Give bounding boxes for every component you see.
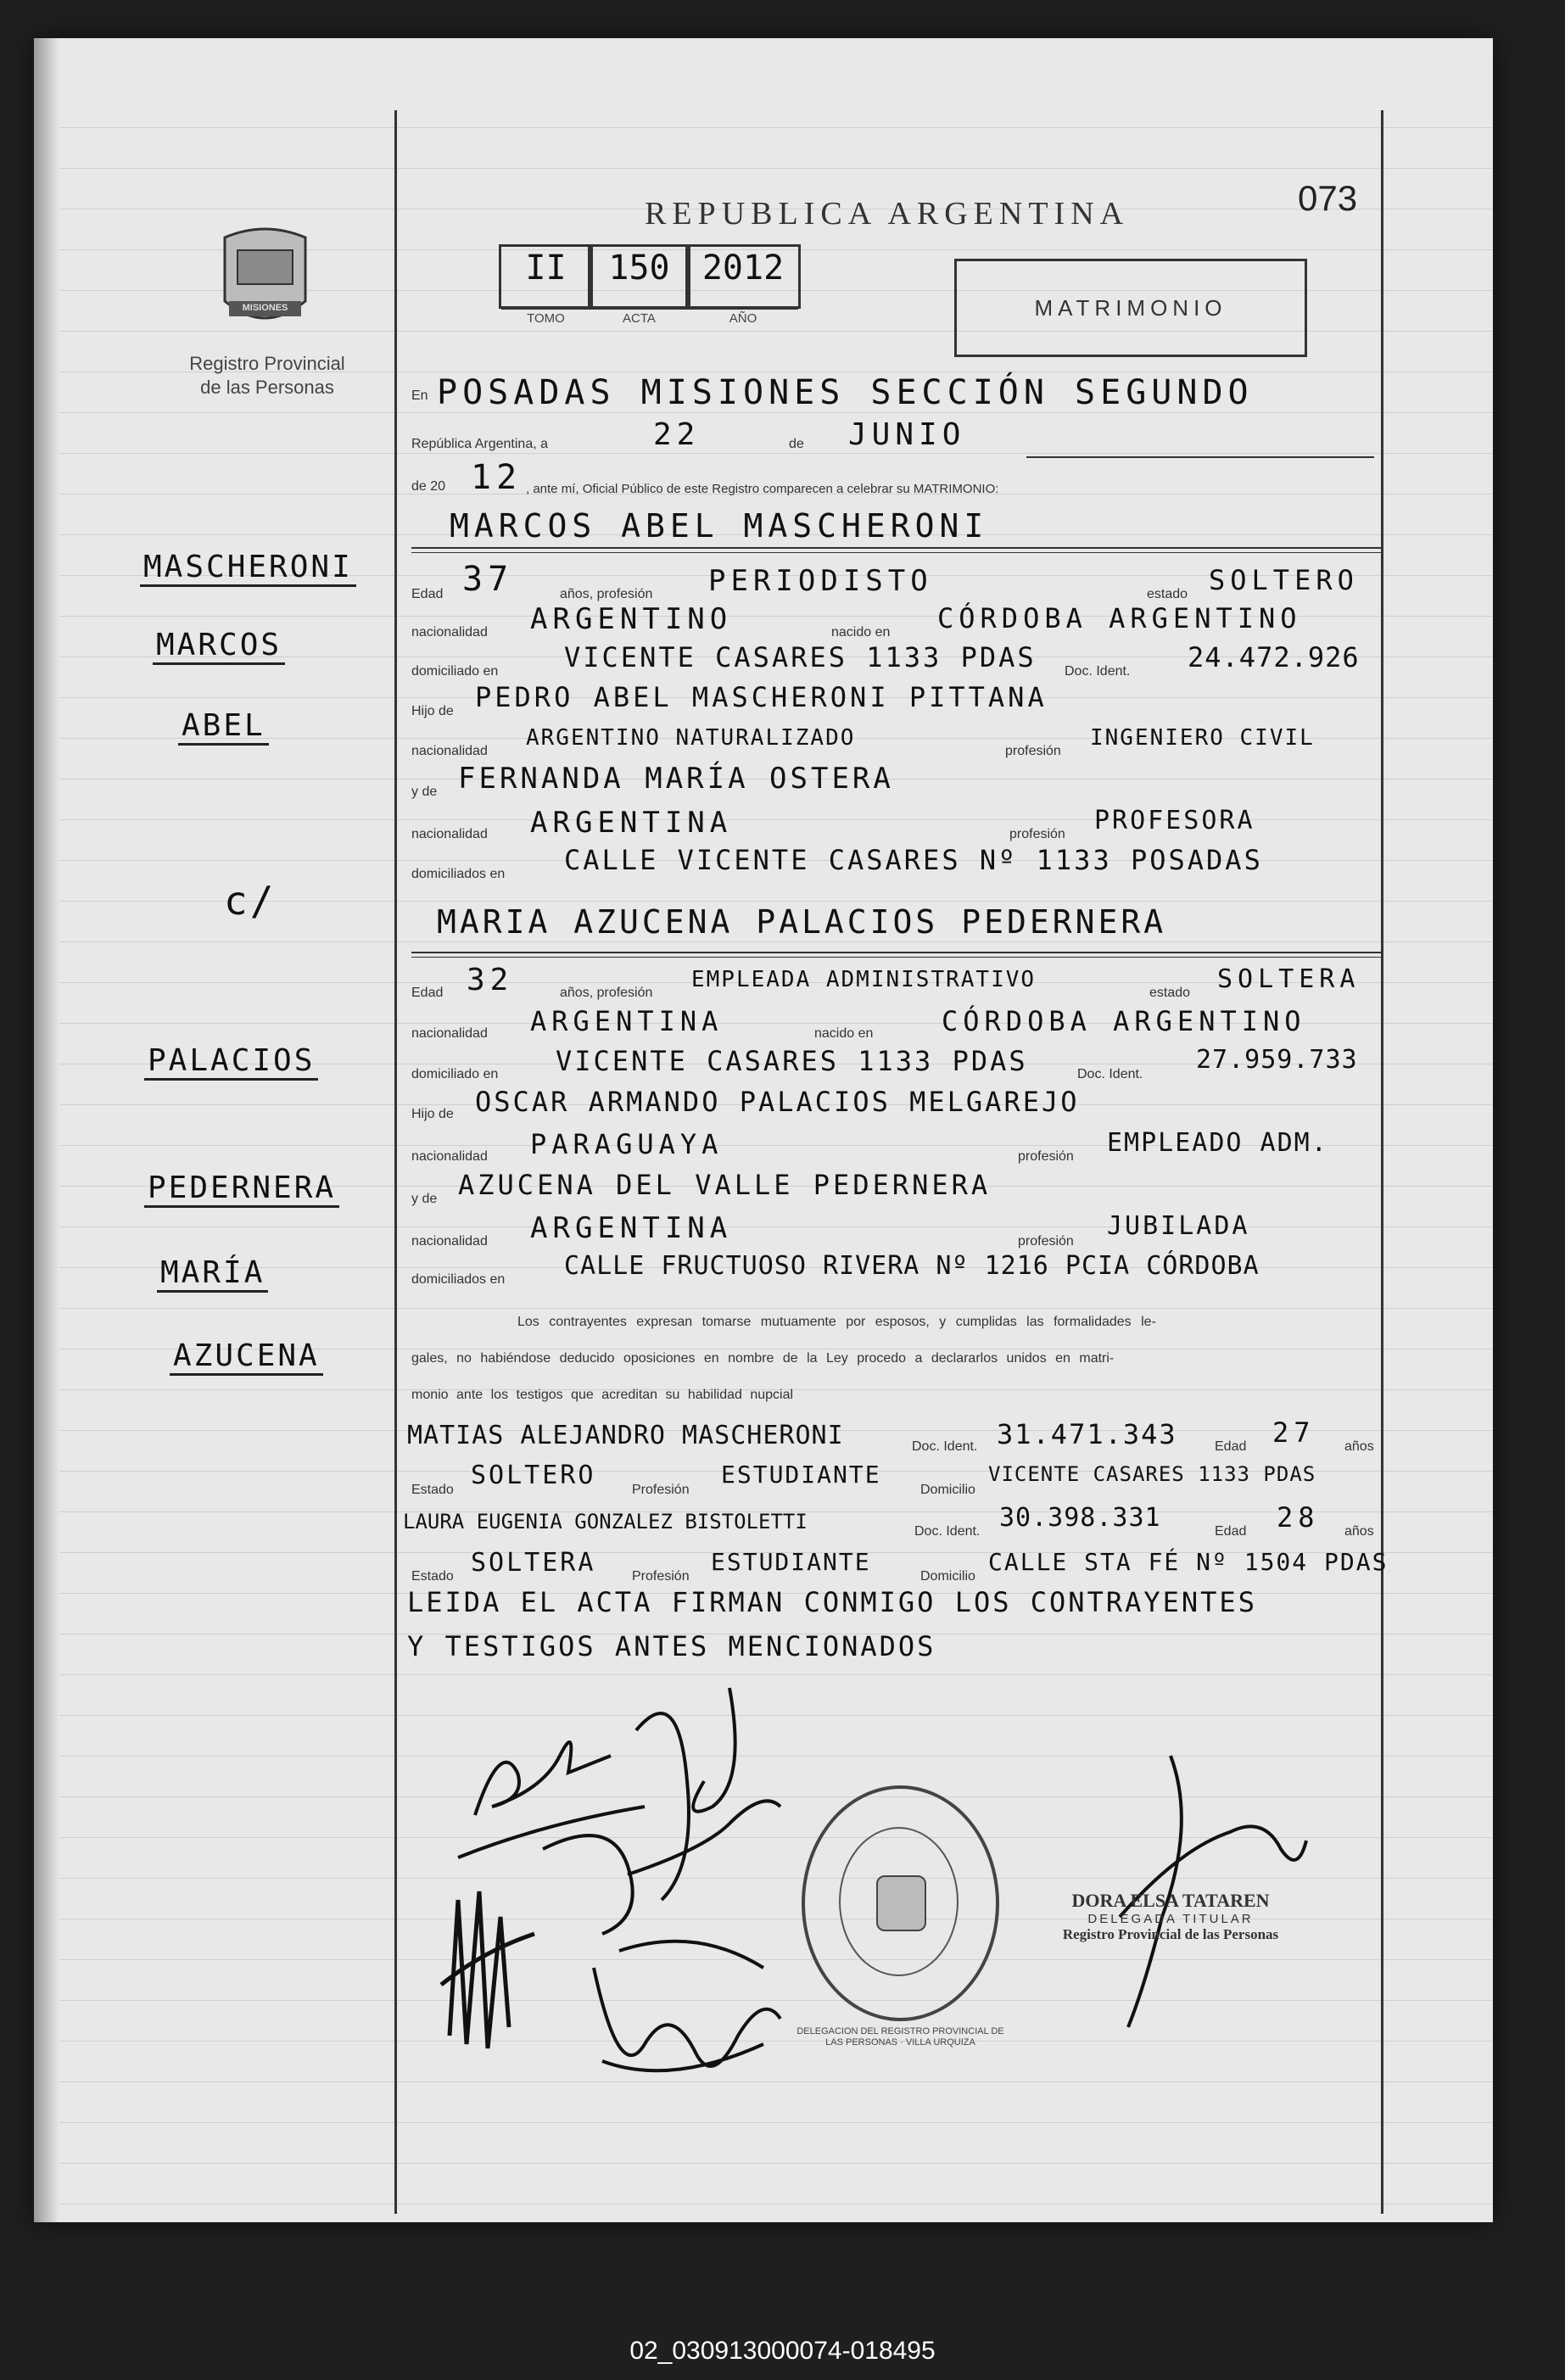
- witness2-anios-label: años: [1344, 1524, 1374, 1539]
- groom-madre-prof-label: profesión: [1009, 827, 1065, 841]
- seal-inner-ring: [839, 1827, 959, 1976]
- registry-label: [165, 352, 369, 399]
- bride-domiciliado-label: domiciliado en: [411, 1067, 499, 1081]
- anio-box: [685, 244, 801, 326]
- registry-logo: [216, 221, 314, 335]
- de-label: de: [789, 437, 804, 451]
- anio-label: AÑO: [688, 308, 798, 328]
- bride-padre-prof: EMPLEADO ADM.: [1107, 1128, 1328, 1158]
- witness1-profesion-label: Profesión: [632, 1483, 690, 1497]
- groom-madre-nac: ARGENTINA: [530, 806, 733, 840]
- groom-madre-nac-label: nacionalidad: [411, 827, 488, 841]
- bride-madre-nac: ARGENTINA: [530, 1211, 733, 1245]
- bride-padre-nac: PARAGUAYA: [530, 1128, 724, 1160]
- acta-box: [588, 244, 690, 326]
- ruled-line: [59, 1674, 1493, 1675]
- ruled-line: [59, 2163, 1493, 2164]
- closing-line2: Y TESTIGOS ANTES MENCIONADOS: [407, 1630, 936, 1662]
- bride-profesion: EMPLEADA ADMINISTRATIVO: [691, 967, 1037, 992]
- footer-id: 02_030913000074-018495: [629, 2337, 936, 2365]
- witness1-estado: SOLTERO: [471, 1461, 596, 1490]
- witness1-name: MATIAS ALEJANDRO MASCHERONI: [407, 1421, 844, 1450]
- groom-padre-nac-label: nacionalidad: [411, 744, 488, 758]
- ruled-line: [59, 2122, 1493, 2123]
- official-name: DORA ELSA TATAREN: [1071, 1890, 1270, 1911]
- bride-nacionalidad: ARGENTINA: [530, 1005, 724, 1037]
- witness2-domicilio-label: Domicilio: [920, 1569, 975, 1584]
- groom-profesion-label: años, profesión: [560, 587, 653, 601]
- witness1-doc-label: Doc. Ident.: [912, 1439, 978, 1454]
- groom-domicilio: VICENTE CASARES 1133 PDAS: [564, 641, 1037, 673]
- witness2-estado: SOLTERA: [471, 1548, 596, 1578]
- ruled-line: [59, 819, 1493, 820]
- bride-domiciliados-label: domiciliados en: [411, 1272, 506, 1287]
- witness2-domicilio: CALLE STA FÉ Nº 1504 PDAS: [988, 1548, 1389, 1576]
- bride-edad: 32: [467, 963, 514, 997]
- signature-witness2: [568, 1917, 789, 2095]
- groom-nacido: CÓRDOBA ARGENTINO: [937, 602, 1302, 634]
- witness1-doc: 31.471.343: [997, 1418, 1177, 1450]
- legal-text-line1: Los contrayentes expresan tomarse mutuamente por esposos, y cumplidas las formalidades le-: [517, 1315, 1156, 1329]
- groom-doc: 24.472.926: [1188, 641, 1360, 673]
- witness1-domicilio-label: Domicilio: [920, 1483, 975, 1497]
- groom-edad: 37: [462, 560, 514, 599]
- en-label: En: [411, 388, 428, 403]
- bride-name-rule-2: [411, 957, 1383, 958]
- bride-padre-prof-label: profesión: [1018, 1149, 1074, 1164]
- witness2-profesion-label: Profesión: [632, 1569, 690, 1584]
- bride-madre: AZUCENA DEL VALLE PEDERNERA: [458, 1169, 992, 1201]
- bride-doc-label: Doc. Ident.: [1077, 1067, 1143, 1081]
- groom-yde-label: y de: [411, 785, 438, 799]
- witness2-edad: 28: [1277, 1501, 1320, 1534]
- margin-surname2-bride: PEDERNERA: [144, 1170, 339, 1208]
- ruled-line: [59, 412, 1493, 413]
- groom-nacionalidad: ARGENTINO: [530, 602, 733, 636]
- margin-divider-line: [394, 110, 397, 2214]
- page-gutter: [34, 38, 59, 2222]
- bride-madre-nac-label: nacionalidad: [411, 1234, 488, 1249]
- bride-estado: SOLTERA: [1217, 964, 1361, 994]
- seal-text: DELEGACION DEL REGISTRO PROVINCIAL DE LAS PERSONAS · VILLA URQUIZA: [796, 2026, 1004, 2048]
- groom-padre-prof-label: profesión: [1005, 744, 1061, 758]
- date-underline: [1026, 456, 1374, 458]
- groom-madre: FERNANDA MARÍA OSTERA: [458, 762, 894, 796]
- preamble-sentence: , ante mí, Oficial Público de este Registro comparecen a celebrar su MATRIMONIO:: [526, 482, 999, 496]
- country-title: REPUBLICA ARGENTINA: [645, 196, 1130, 232]
- seal-emblem-icon: [876, 1875, 926, 1931]
- place-value: POSADAS MISIONES SECCIÓN SEGUNDO: [437, 373, 1254, 412]
- bride-domicilio-padres: CALLE FRUCTUOSO RIVERA Nº 1216 PCIA CÓRDOBA: [564, 1251, 1260, 1281]
- groom-full-name: MARCOS ABEL MASCHERONI: [450, 507, 989, 545]
- groom-edad-label: Edad: [411, 587, 444, 601]
- bride-estado-label: estado: [1149, 986, 1191, 1000]
- registry-label-line2: de las Personas: [200, 377, 334, 398]
- witness1-estado-label: Estado: [411, 1483, 454, 1497]
- groom-name-rule-2: [411, 552, 1383, 553]
- margin-connector: c/: [224, 878, 277, 924]
- groom-nacido-label: nacido en: [831, 625, 891, 640]
- bride-madre-prof: JUBILADA: [1107, 1211, 1250, 1241]
- groom-estado: SOLTERO: [1209, 564, 1359, 596]
- margin-firstname-bride: MARÍA: [157, 1255, 268, 1293]
- witness1-edad: 27: [1272, 1416, 1316, 1449]
- margin-firstname-groom: MARCOS: [153, 628, 285, 665]
- bride-doc: 27.959.733: [1196, 1045, 1358, 1075]
- closing-line1: LEIDA EL ACTA FIRMAN CONMIGO LOS CONTRAYENTES: [407, 1586, 1257, 1618]
- official-role: DELEGADA TITULAR: [1087, 1912, 1254, 1926]
- year-prefix: de 20: [411, 479, 446, 494]
- witness1-profesion: ESTUDIANTE: [721, 1461, 881, 1489]
- month-value: JUNIO: [848, 417, 966, 452]
- groom-padre: PEDRO ABEL MASCHERONI PITTANA: [475, 681, 1048, 713]
- ruled-line: [59, 453, 1493, 454]
- anio-value: 2012: [701, 249, 785, 288]
- bride-edad-label: Edad: [411, 986, 444, 1000]
- legal-text-line3: monio ante los testigos que acreditan su habilidad nupcial: [411, 1388, 794, 1402]
- groom-doc-label: Doc. Ident.: [1065, 664, 1131, 679]
- registry-label-line1: Registro Provincial: [189, 353, 345, 374]
- bride-nacido-label: nacido en: [814, 1026, 874, 1041]
- witness1-domicilio: VICENTE CASARES 1133 PDAS: [988, 1462, 1316, 1486]
- groom-estado-label: estado: [1147, 587, 1188, 601]
- witness1-edad-label: Edad: [1215, 1439, 1247, 1454]
- bride-madre-prof-label: profesión: [1018, 1234, 1074, 1249]
- ruled-line: [59, 941, 1493, 942]
- official-org: Registro Provincial de las Personas: [1062, 1926, 1279, 1942]
- year-suffix: 12: [471, 458, 523, 497]
- witness2-name: LAURA EUGENIA GONZALEZ BISTOLETTI: [403, 1510, 808, 1534]
- groom-profesion: PERIODISTO: [708, 564, 933, 598]
- bride-hijo-label: Hijo de: [411, 1107, 454, 1121]
- official-stamp: [1043, 1890, 1298, 1943]
- tomo-box: [499, 244, 593, 326]
- witness2-doc-label: Doc. Ident.: [914, 1524, 981, 1539]
- acta-label: ACTA: [590, 308, 688, 328]
- witness1-anios-label: años: [1344, 1439, 1374, 1454]
- margin-surname-bride: PALACIOS: [144, 1043, 318, 1081]
- margin-surname-groom: MASCHERONI: [140, 550, 356, 587]
- record-type-box: MATRIMONIO: [954, 259, 1307, 357]
- groom-padre-prof: INGENIERO CIVIL: [1090, 725, 1315, 751]
- witness2-estado-label: Estado: [411, 1569, 454, 1584]
- margin-middlename-bride: AZUCENA: [170, 1338, 323, 1376]
- day-value: 22: [653, 417, 701, 452]
- groom-nac-label: nacionalidad: [411, 625, 488, 640]
- groom-hijo-label: Hijo de: [411, 704, 454, 718]
- groom-padre-nac: ARGENTINO NATURALIZADO: [526, 725, 856, 751]
- ruled-line: [59, 1226, 1493, 1227]
- ruled-line: [59, 1308, 1493, 1309]
- groom-domiciliados-label: domiciliados en: [411, 867, 506, 881]
- groom-domicilio-padres: CALLE VICENTE CASARES Nº 1133 POSADAS: [564, 844, 1263, 876]
- right-border-line: [1381, 110, 1383, 2214]
- logo-text: MISIONES: [242, 303, 288, 313]
- witness2-doc: 30.398.331: [999, 1503, 1161, 1533]
- page-number: 073: [1298, 178, 1358, 218]
- groom-madre-prof: PROFESORA: [1094, 806, 1255, 835]
- ruled-line: [59, 168, 1493, 169]
- margin-middlename-groom: ABEL: [178, 708, 269, 746]
- legal-text-line2: gales, no habiéndose deducido oposiciones en nombre de la Ley procedo a declararlos unidos en matri-: [411, 1351, 1115, 1366]
- bride-padre-nac-label: nacionalidad: [411, 1149, 488, 1164]
- bride-name-rule: [411, 952, 1383, 953]
- witness2-profesion: ESTUDIANTE: [711, 1548, 871, 1576]
- ruled-line: [59, 127, 1493, 128]
- bride-nacido: CÓRDOBA ARGENTINO: [942, 1005, 1306, 1037]
- official-seal: [796, 1785, 1004, 2048]
- groom-name-rule: [411, 547, 1383, 549]
- tomo-value: II: [525, 249, 567, 288]
- acta-value: 150: [608, 249, 670, 288]
- bride-nac-label: nacionalidad: [411, 1026, 488, 1041]
- bride-profesion-label: años, profesión: [560, 986, 653, 1000]
- bride-domicilio: VICENTE CASARES 1133 PDAS: [556, 1045, 1028, 1077]
- signature-witness1: [433, 1866, 551, 2061]
- tomo-label: TOMO: [501, 308, 590, 328]
- bride-padre: OSCAR ARMANDO PALACIOS MELGAREJO: [475, 1086, 1080, 1118]
- republica-label: República Argentina, a: [411, 437, 548, 451]
- groom-domiciliado-label: domiciliado en: [411, 664, 499, 679]
- witness2-edad-label: Edad: [1215, 1524, 1247, 1539]
- bride-yde-label: y de: [411, 1192, 438, 1206]
- bride-full-name: MARIA AZUCENA PALACIOS PEDERNERA: [437, 903, 1167, 941]
